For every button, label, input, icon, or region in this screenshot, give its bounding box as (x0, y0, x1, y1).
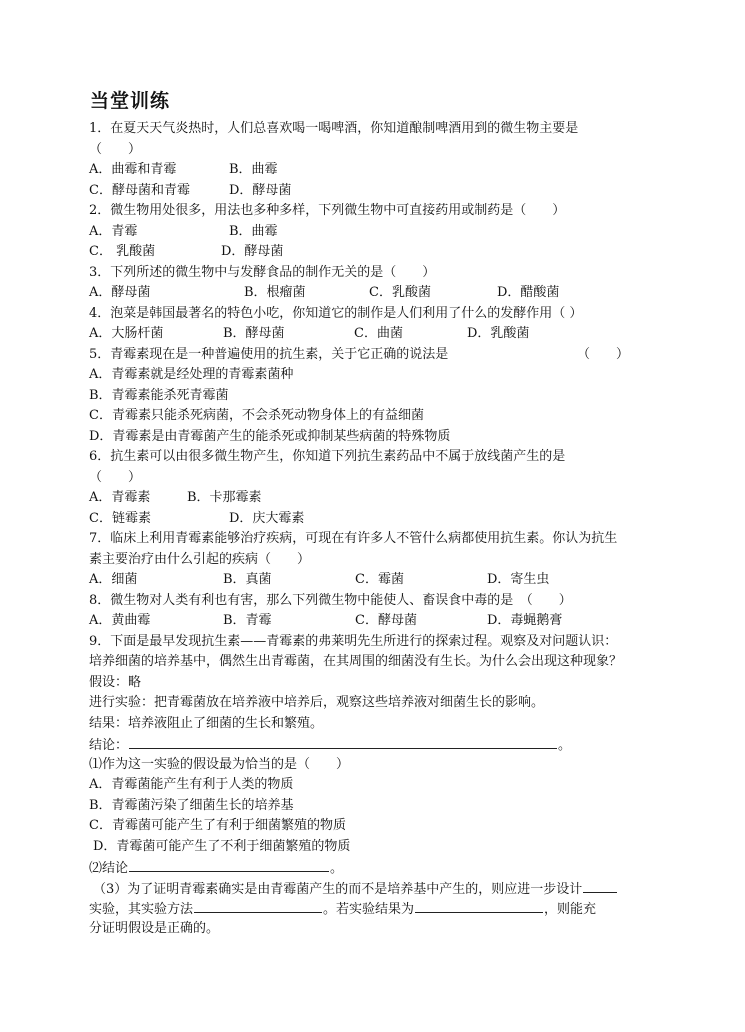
q3-options (89, 283, 669, 304)
q9-sub1: ⑴作为这一实验的假设最为恰当的是（ ） (89, 756, 350, 772)
q2-option-b: B．曲霉 (229, 223, 278, 239)
q9-conclusion: 结论： 。 (89, 734, 669, 755)
q7-option-a: A．细菌 (89, 572, 138, 587)
q8-stem: 8．微生物对人类有利也有害，那么下列微生物中能使人、畜误食中毒的是 （ ） (89, 592, 572, 608)
q9-hypothesis: 假设：略 (89, 674, 142, 690)
q7-option-d: D．寄生虫 (487, 572, 550, 587)
q4-option-b: B．酵母菌 (223, 326, 285, 341)
q6-option-c: C．链霉素 (89, 510, 151, 526)
q4-option-c: C．曲菌 (354, 326, 403, 341)
q1-option-b: B．曲霉 (229, 162, 278, 177)
q3-option-d: D．醋酸菌 (497, 285, 560, 300)
q1-paren: （ ） (89, 141, 142, 157)
q2-option-a: A．青霉 (89, 223, 138, 239)
page-title: 当堂训练 (90, 90, 171, 112)
q1-stem: 1．在夏天天气炎热时，人们总喜欢喝一喝啤酒，你知道酿制啤酒用到的微生物主要是 (89, 121, 579, 136)
q1-options-row1 (89, 160, 669, 181)
q6-options-row1 (89, 488, 669, 509)
q9-sub1-option-b: B．青霉菌污染了细菌生长的培养基 (89, 797, 294, 813)
q7-stem: 7．临床上利用青霉素能够治疗疾病，可现在有许多人不管什么病都使用抗生素。你认为抗生 (89, 531, 618, 546)
q1-option-a: A．曲霉和青霉 (89, 162, 177, 177)
conclusion-blank[interactable] (129, 734, 557, 749)
q8-option-a: A．黄曲霉 (89, 613, 151, 628)
q9-stem-cont: 培养细菌的培养基中，偶然生出青霉菌，在其周围的细菌没有生长。为什么会出现这种现象？ (89, 654, 623, 669)
q5-option-b: B．青霉素能杀死青霉菌 (89, 387, 229, 403)
q9-sub3-line1: （3）为了证明青霉素确实是由青霉菌产生的而不是培养基中产生的，则应进一步设计 (89, 878, 669, 899)
q4-options (89, 324, 669, 345)
q7-option-c: C．霉菌 (355, 572, 404, 587)
q9-sub3-line2: 实验，其实验方法 。若实验结果为 ，则能充 (89, 898, 669, 919)
question-list (89, 119, 669, 939)
q6-option-b: B．卡那霉素 (187, 490, 262, 505)
q2-options-row2 (89, 242, 669, 263)
q4-option-a: A．大肠杆菌 (89, 326, 164, 341)
sub3-result-blank[interactable] (415, 898, 543, 913)
sub2-conclusion-blank[interactable] (129, 857, 329, 872)
q8-option-b: B．青霉 (223, 613, 272, 628)
q2-option-c: C． 乳酸菌 (89, 244, 156, 259)
q7-option-b: B．真菌 (223, 572, 272, 587)
q2-stem: 2．微生物用处很多，用法也多种多样，下列微生物中可直接药用或制药是（ ） (89, 203, 566, 218)
q6-stem: 6．抗生素可以由很多微生物产生，你知道下列抗生素药品中不属于放线菌产生的是 (89, 449, 566, 464)
q3-option-a: A．酵母菌 (89, 285, 151, 300)
q6-paren: （ ） (89, 469, 142, 485)
q9-sub2: ⑵结论 。 (89, 857, 669, 878)
q7-stem-cont: 素主要治疗由什么引起的疾病（ ） (89, 551, 311, 567)
q9-sub1-option-c: C．青霉菌可能产生了有利于细菌繁殖的物质 (89, 818, 346, 833)
q5-option-c: C．青霉素只能杀死病菌，不会杀死动物身体上的有益细菌 (89, 408, 424, 423)
q9-sub3-line3: 分证明假设是正确的。 (89, 920, 220, 936)
q5-option-d: D．青霉素是由青霉菌产生的能杀死或抑制某些病菌的特殊物质 (89, 428, 451, 444)
q1-option-c: C．酵母菌和青霉 (89, 182, 190, 198)
q6-option-d: D．庆大霉素 (229, 510, 305, 526)
q5-option-a: A．青霉素就是经处理的青霉素菌种 (89, 367, 294, 382)
q9-sub1-option-d: D．青霉菌可能产生了不利于细菌繁殖的物质 (93, 838, 351, 854)
q8-option-d: D．毒蝇鹅膏 (487, 613, 563, 628)
q9-stem: 9．下面是最早发现抗生素——青霉素的弗莱明先生所进行的探索过程。观察及对问题认识： (89, 633, 618, 649)
q1-option-d: D．酵母菌 (229, 182, 292, 198)
q9-result: 结果：培养液阻止了细菌的生长和繁殖。 (89, 715, 324, 731)
q4-option-d: D．乳酸菌 (467, 326, 530, 341)
q3-option-b: B．根瘤菌 (244, 285, 306, 300)
q6-options-row2 (89, 509, 669, 530)
q8-options (89, 611, 669, 632)
q2-options-row1 (89, 222, 669, 243)
q6-option-a: A．青霉素 (89, 490, 151, 505)
q3-stem: 3．下列所述的微生物中与发酵食品的制作无关的是（ ） (89, 264, 436, 280)
q1-options-row2 (89, 181, 669, 202)
q3-option-c: C．乳酸菌 (369, 285, 431, 300)
q2-option-d: D．酵母菌 (221, 244, 284, 259)
q8-option-c: C．酵母菌 (355, 613, 417, 628)
q4-stem: 4．泡菜是韩国最著名的特色小吃，你知道它的制作是人们利用了什么的发酵作用（ ） (89, 305, 583, 321)
q9-experiment: 进行实验：把青霉菌放在培养液中培养后，观察这些培养液对细菌生长的影响。 (89, 695, 545, 710)
sub3-method-blank[interactable] (194, 898, 322, 913)
q5-paren: （ ） (577, 346, 630, 362)
q5-stem: 5．青霉素现在是一种普遍使用的抗生素，关于它正确的说法是 （ ） (89, 345, 669, 366)
q9-sub1-option-a: A．青霉菌能产生有利于人类的物质 (89, 777, 294, 792)
q7-options (89, 570, 669, 591)
sub3-design-blank[interactable] (583, 878, 617, 893)
